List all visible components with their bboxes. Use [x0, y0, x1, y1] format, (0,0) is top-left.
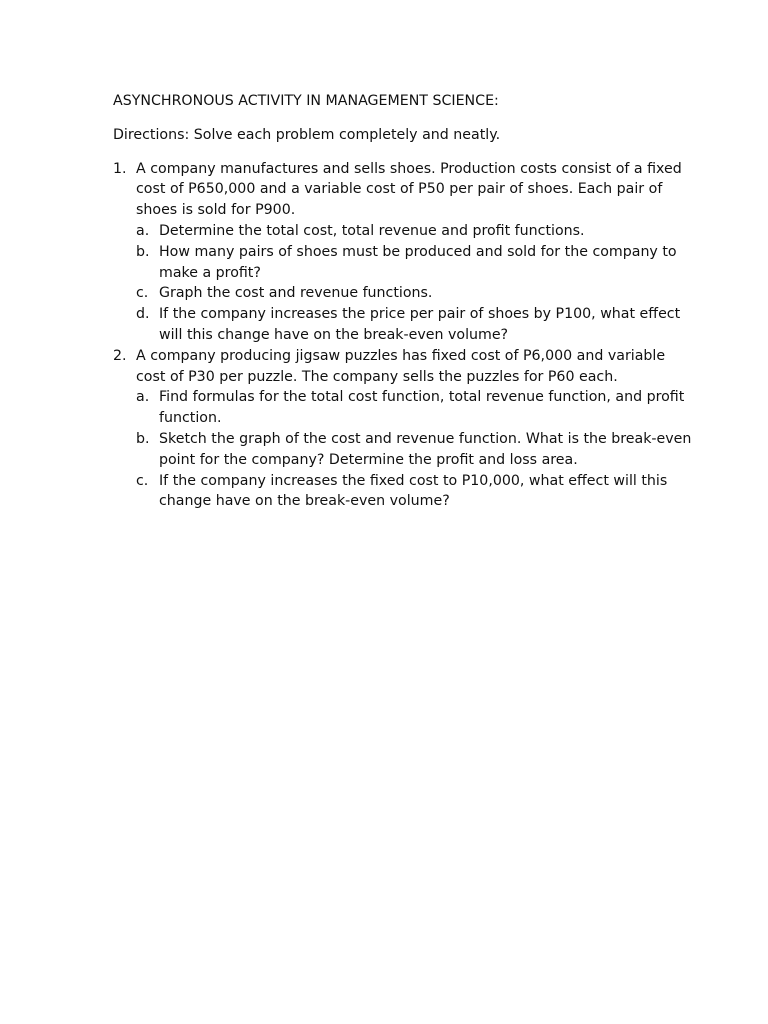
- sub-question-text: Find formulas for the total cost function, total revenue function, and profit function.: [159, 389, 685, 427]
- sub-question-letter: a.: [136, 222, 150, 239]
- sub-question-letter: c.: [136, 472, 149, 489]
- problem-number: 1.: [113, 160, 127, 177]
- sub-question-letter: a.: [136, 389, 150, 406]
- problem-number: 2.: [113, 347, 127, 364]
- sub-question-text: Determine the total cost, total revenue and profit functions.: [159, 222, 585, 239]
- problem-1: [113, 159, 693, 346]
- sub-question-1b: [136, 242, 693, 284]
- problem-body: [136, 159, 693, 346]
- sub-question-letter: b.: [136, 243, 150, 260]
- sub-question-letter: d.: [136, 306, 150, 323]
- problem-list: [113, 159, 693, 513]
- problem-statement: A company manufactures and sells shoes. Production costs consist of a fixed cost of P650,000 and a variable cost of P50 per pair of shoes. Each pair of shoes is sold for P900.: [136, 160, 682, 219]
- sub-question-letter: c.: [136, 285, 149, 302]
- problem-body: [136, 346, 693, 512]
- sub-question-text: If the company increases the fixed cost to P10,000, what effect will this change have on the break-even volume?: [159, 472, 668, 510]
- sub-question-list: [136, 221, 693, 346]
- sub-question-letter: b.: [136, 430, 150, 447]
- sub-question-2a: [136, 387, 693, 429]
- sub-question-1d: [136, 304, 693, 346]
- problem-statement: A company producing jigsaw puzzles has fixed cost of P6,000 and variable cost of P30 per puzzle. The company sells the puzzles for P60 each.: [136, 347, 666, 385]
- sub-question-text: Graph the cost and revenue functions.: [159, 285, 433, 302]
- sub-question-2b: [136, 429, 693, 471]
- sub-question-text: If the company increases the price per pair of shoes by P100, what effect will this change have on the break-even volume?: [159, 306, 681, 343]
- sub-question-1a: [136, 221, 693, 242]
- directions-text: Directions: Solve each problem completely and neatly.: [113, 126, 501, 143]
- problem-2: [113, 346, 693, 512]
- sub-question-text: How many pairs of shoes must be produced and sold for the company to make a profit?: [159, 243, 677, 281]
- document-heading: ASYNCHRONOUS ACTIVITY IN MANAGEMENT SCIENCE:: [113, 93, 499, 109]
- sub-question-2c: [136, 471, 693, 513]
- sub-question-text: Sketch the graph of the cost and revenue function. What is the break-even point for the company? Determine the profit and loss area.: [159, 430, 692, 468]
- document-page: [113, 91, 693, 512]
- sub-question-1c: [136, 283, 693, 304]
- sub-question-list: [136, 387, 693, 512]
